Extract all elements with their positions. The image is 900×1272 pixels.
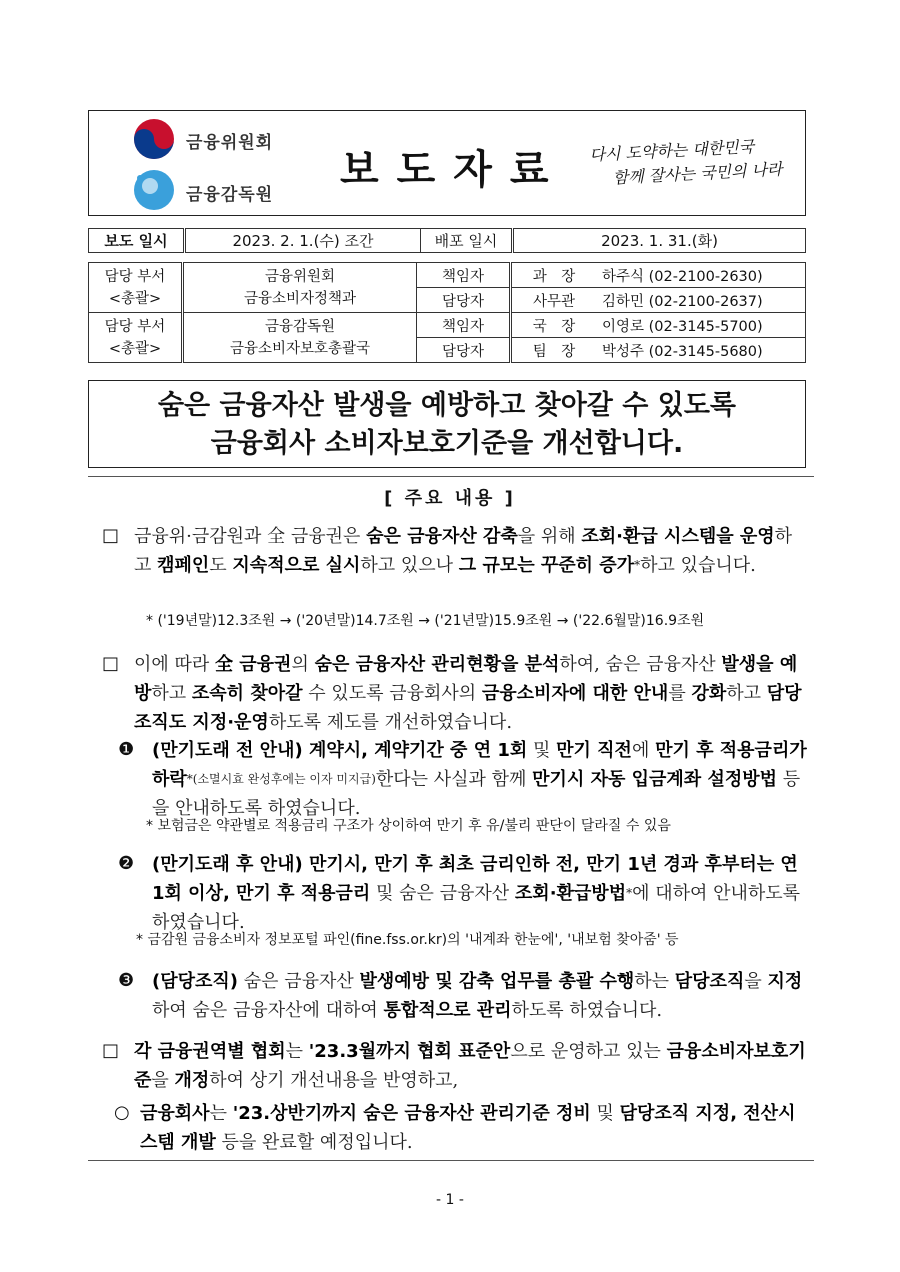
fsc-logo-icon: [132, 117, 176, 161]
divider: [88, 1160, 814, 1161]
unit-name: 금융소비자보호총괄국: [229, 340, 371, 357]
paragraph-4: 금융회사는 '23.상반기까지 숨은 금융자산 관리기준 정비 및 담당조직 지정, 전산시스템 개발 등을 완료할 예정입니다.: [140, 1103, 796, 1153]
org-name: 금융위원회: [264, 268, 336, 285]
paragraph-3: 각 금융권역별 협회는 '23.3월까지 협회 표준안으로 운영하고 있는 금융소비자보호기준을 개정하여 상기 개선내용을 반영하고,: [134, 1041, 806, 1091]
number-bullet-1: ❶: [118, 739, 135, 760]
org-name: 금융감독원: [264, 318, 336, 335]
paragraph-1: 금융위·금감원과 全 금융권은 숨은 금융자산 감축을 위해 조회·환급 시스템을 운영하고 캠페인도 지속적으로 실시하고 있으나 그 규모는 꾸준히 증가*하고 있습니다.: [134, 526, 793, 576]
person: 박성주 (02-3145-5680): [596, 338, 806, 363]
paragraph-2: 이에 따라 全 금융권의 숨은 금융자산 관리현황을 분석하여, 숨은 금융자산 발생을 예방하고 조속히 찾아갈 수 있도록 금융회사의 금융소비자에 대한 안내를 강화하고 담당조직도 지정·운영하도록 제도를 개선하였습니다.: [134, 654, 802, 733]
dept-label: 담당 부서: [104, 268, 166, 285]
role: 책임자: [417, 313, 511, 338]
slogan-line-1: 다시 도약하는 대한민국: [588, 136, 755, 165]
summary-title: [ 주요 내용 ]: [384, 488, 516, 509]
contact-table: [88, 262, 806, 363]
org-cell: [183, 313, 417, 363]
dept-sub: <총괄>: [108, 340, 162, 357]
circle-bullet: ○: [114, 1102, 130, 1123]
number-bullet-3: ❸: [118, 970, 135, 991]
release-value: 2023. 2. 1.(수) 조간: [185, 229, 421, 253]
dept-cell: [89, 263, 183, 313]
square-bullet: □: [102, 525, 120, 546]
page-title: 보도자료: [340, 146, 567, 193]
slogan-line-2: 함께 잘사는 국민의 나라: [612, 159, 783, 188]
divider: [88, 476, 814, 477]
position: 사무관: [511, 288, 597, 313]
date-table: [88, 228, 806, 253]
distribute-label: 배포 일시: [421, 229, 513, 253]
square-bullet: □: [102, 1040, 120, 1061]
item-2: (만기도래 후 안내) 만기시, 만기 후 최초 금리인하 전, 만기 1년 경과 후부터는 연 1회 이상, 만기 후 적용금리 및 숨은 금융자산 조회·환급방법*에 대하여 안내하도록 하였습니다.: [152, 854, 801, 933]
headline-box: [88, 380, 806, 468]
item-3: (담당조직) 숨은 금융자산 발생예방 및 감축 업무를 총괄 수행하는 담당조직을 지정하여 숨은 금융자산에 대하여 통합적으로 관리하도록 하였습니다.: [152, 971, 803, 1021]
note-2: * 보험금은 약관별로 적용금리 구조가 상이하여 만기 후 유/불리 판단이 달라질 수 있음: [146, 818, 671, 834]
org-fss-name: 금융감독원: [186, 185, 274, 205]
position: 팀 장: [511, 338, 597, 363]
release-label: 보도 일시: [89, 229, 185, 253]
note-1: * ('19년말)12.3조원 → ('20년말)14.7조원 → ('21년말)15.9조원 → ('22.6월말)16.9조원: [146, 613, 705, 629]
page-number: - 1 -: [436, 1192, 464, 1208]
item-1: (만기도래 전 안내) 계약시, 계약기간 중 연 1회 및 만기 직전에 만기 후 적용금리가 하락$^{*(소멸시효 완성후에는 이자 미지급)}$한다는 사실과 함께 만기시 자동 입금계좌 설정방법 등을 안내하도록 하였습니다.: [152, 740, 807, 819]
fss-logo-icon: [132, 168, 176, 212]
note-3: * 금감원 금융소비자 정보포털 파인(fine.fss.or.kr)의 '내계좌 한눈에', '내보험 찾아줌' 등: [136, 932, 679, 948]
dept-sub: <총괄>: [108, 290, 162, 307]
role: 담당자: [417, 288, 511, 313]
person: 이영로 (02-3145-5700): [596, 313, 806, 338]
person: 김하민 (02-2100-2637): [596, 288, 806, 313]
org-cell: [183, 263, 417, 313]
role: 책임자: [417, 263, 511, 288]
number-bullet-2: ❷: [118, 853, 135, 874]
square-bullet: □: [102, 653, 120, 674]
dept-cell: [89, 313, 183, 363]
headline-line-2: 금융회사 소비자보호기준을 개선합니다.: [210, 428, 684, 459]
org-fsc-name: 금융위원회: [186, 133, 274, 153]
position: 국 장: [511, 313, 597, 338]
unit-name: 금융소비자정책과: [243, 290, 357, 307]
role: 담당자: [417, 338, 511, 363]
position: 과 장: [511, 263, 597, 288]
headline-line-1: 숨은 금융자산 발생을 예방하고 찾아갈 수 있도록: [157, 390, 737, 421]
person: 하주식 (02-2100-2630): [596, 263, 806, 288]
table-row: [89, 313, 806, 338]
distribute-value: 2023. 1. 31.(화): [513, 229, 806, 253]
table-row: [89, 263, 806, 288]
dept-label: 담당 부서: [104, 318, 166, 335]
